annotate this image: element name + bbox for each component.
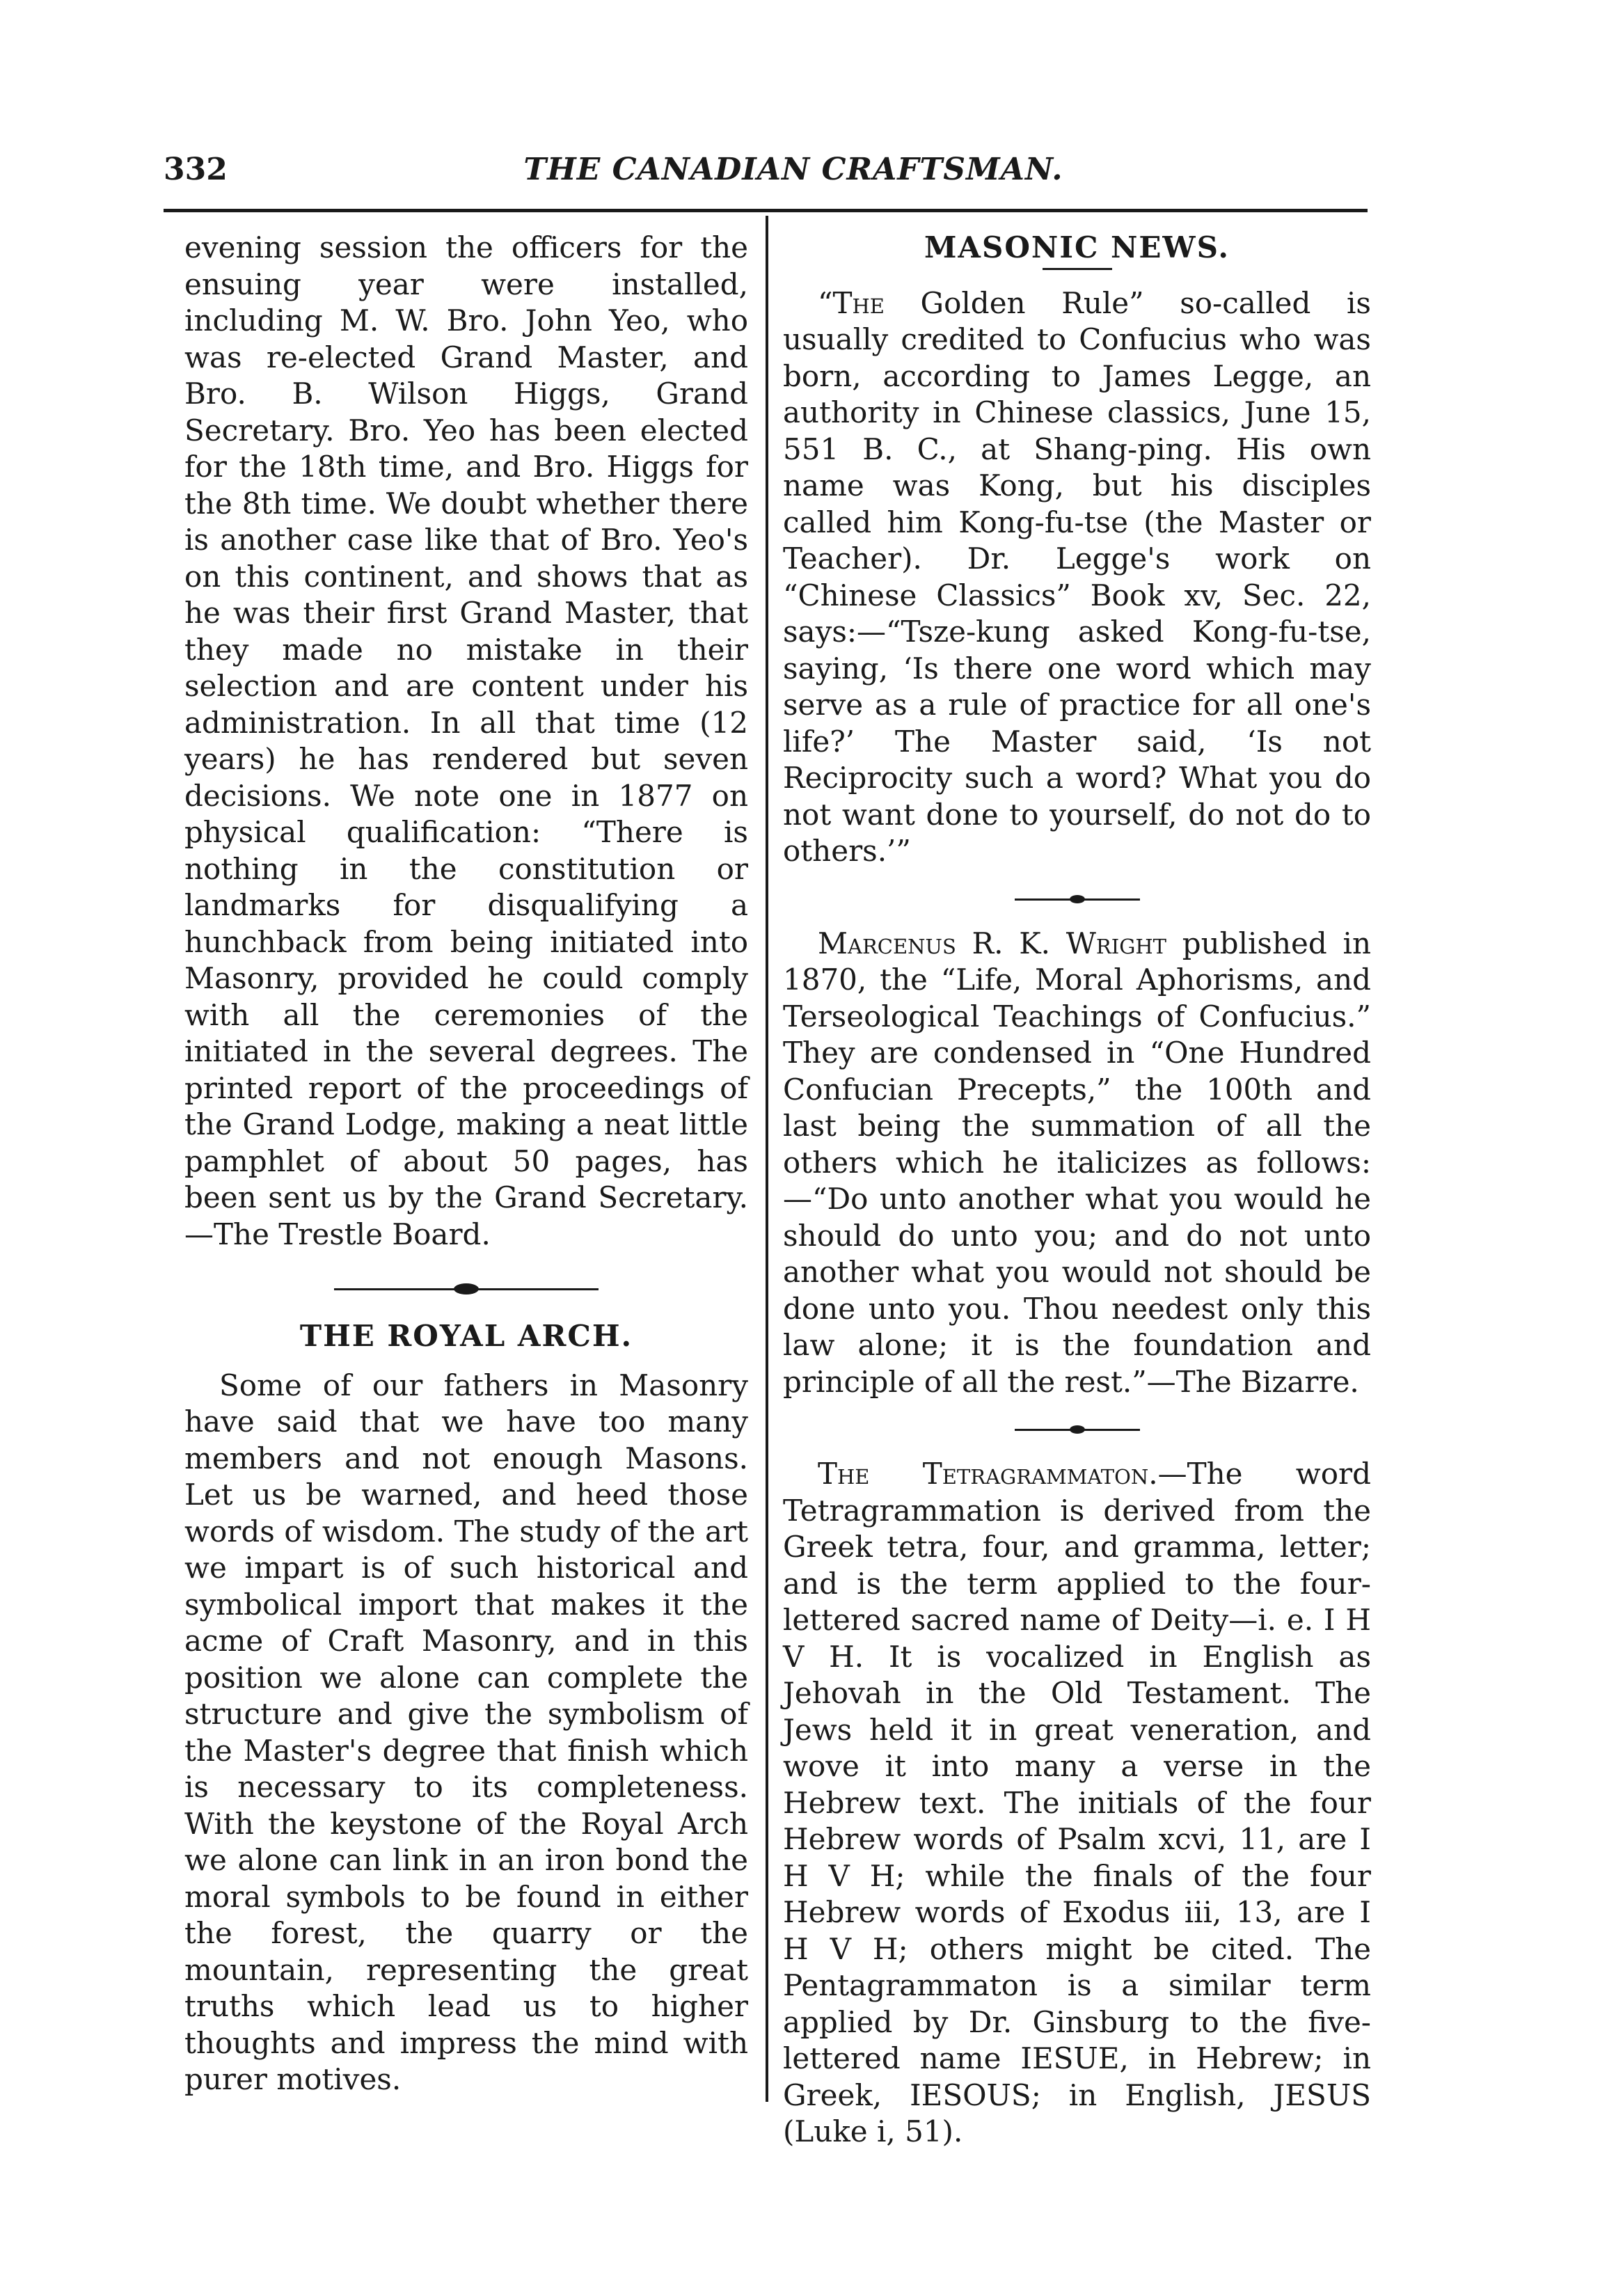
right-column: [783, 230, 1371, 2151]
tetragrammaton-body: —The word Tetragrammation is derived from the Greek tetra, four, and gramma, letter; and is the term applied to the four-lettered sacred name of Deity—i. e. I H V H. It is vocalized in English as Jehovah in the Old Testament. The Jews held it in great veneration, and wove it into many a verse in the Hebrew text. The initials of the four Hebrew words of Psalm xcvi, 11, are I H V H; while the finals of the four Hebrew words of Exodus iii, 13, are I H V H; others might be cited. The Pentagrammaton is a similar term applied by Dr. Ginsburg to the five-lettered name IESUE, in Hebrew; in Greek, IESOUS; in English, JESUS (Luke i, 51).: [783, 1457, 1371, 2148]
heading-underline: [1043, 268, 1112, 270]
royal-arch-heading: THE ROYAL ARCH.: [299, 1319, 633, 1353]
continued-article-text: evening session the officers for the ensuing year were installed, including M. W. Bro. John Yeo, who was re-elected Grand Master, and Bro. B. Wilson Higgs, Grand Secretary. Bro. Yeo has been elected for the 18th time, and Bro. Higgs for the 8th time. We doubt whether there is another case like that of Bro. Yeo's on this continent, and shows that as he was their first Grand Master, that they made no mistake in their selection and are content under his administration. In all that time (12 years) he has rendered but seven decisions. We note one in 1877 on physical qualification: “There is nothing in the constitution or landmarks for disqualifying a hunchback from being initiated into Masonry, provided he could comply with all the ceremonies of the initiated in the several degrees. The printed report of the proceedings of the Grand Lodge, making a neat little pamphlet of about 50 pages, has been sent us by the Grand Secretary.—The Trestle Board.: [184, 230, 748, 1251]
tetragrammaton-lead: The Tetragrammaton.: [818, 1457, 1158, 1491]
page-number: 332: [164, 152, 228, 187]
section-ornament: [1015, 1421, 1140, 1438]
golden-rule-lead: “The: [818, 285, 885, 320]
column-divider: [766, 216, 768, 2102]
golden-rule-paragraph: [783, 285, 1371, 870]
wright-lead: Marcenus R. K. Wright: [818, 926, 1166, 960]
tetragrammaton-paragraph: [783, 1456, 1371, 2151]
running-head: THE CANADIAN CRAFTSMAN.: [523, 152, 1063, 187]
left-column: [184, 230, 748, 2098]
wright-body: published in 1870, the “Life, Moral Aphorisms, and Terseological Teachings of Confucius.” They are condensed in “One Hundred Confucian Precepts,” the 100th and last being the summation of all the others which he italicizes as follows:—“Do unto another what you would he should do unto you; and do not unto another what you would not should be done unto you. Thou needest only this law alone; it is the foundation and principle of all the rest.”—The Bizarre.: [783, 926, 1371, 1399]
section-ornament: [1015, 891, 1140, 908]
royal-arch-body: Some of our fathers in Masonry have said that we have too many members and not enough Masons. Let us be warned, and heed those words of wisdom. The study of the art we impart is of such historical and symbolical import that makes it the acme of Craft Masonry, and in this position we alone can complete the structure and give the symbolism of the Master's degree that finish which is necessary to its completeness. With the keystone of the Royal Arch we alone can link in an iron bond the moral symbols to be found in either the forest, the quarry or the mountain, representing the great truths which lead us to higher thoughts and impress the mind with purer motives.: [184, 1368, 748, 2096]
section-ornament: [334, 1281, 599, 1297]
masonic-news-heading: MASONIC NEWS.: [924, 230, 1230, 264]
wright-paragraph: [783, 926, 1371, 1401]
header-rule: [164, 209, 1368, 212]
golden-rule-body: Golden Rule” so-called is usually credited to Confucius who was born, according to James Legge, an authority in Chinese classics, June 15, 551 B. C., at Shang-ping. His own name was Kong, but his disciples called him Kong-fu-tse (the Master or Teacher). Dr. Legge's work on “Chinese Classics” Book xv, Sec. 22, says:—“Tsze-kung asked Kong-fu-tse, saying, ‘Is there one word which may serve as a rule of practice for all one's life?’ The Master said, ‘Is not Reciprocity such a word? What you do not want done to yourself, do not do to others.’”: [783, 285, 1371, 868]
